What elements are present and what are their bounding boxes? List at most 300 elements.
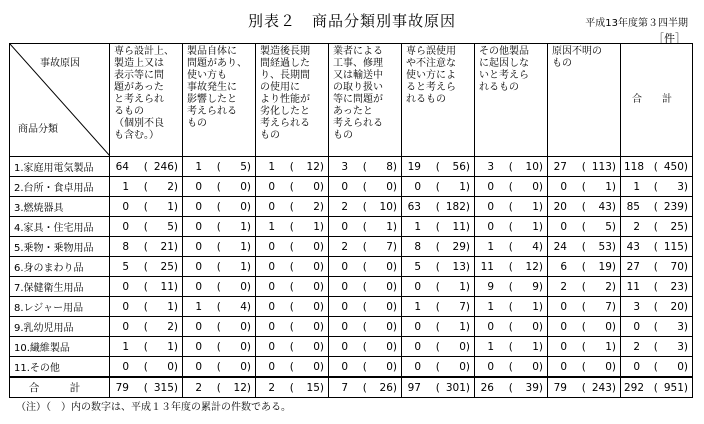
cumulative-count: 0 (313, 300, 320, 313)
cumulative-count: 115 (663, 240, 684, 253)
quarter-count: 0 (268, 360, 275, 373)
quarter-count: 0 (122, 220, 129, 233)
cumulative-count: 0 (386, 320, 393, 333)
quarter-count: 8 (122, 240, 129, 253)
cumulative-count: 1 (459, 180, 466, 193)
quarter-count: 0 (633, 360, 640, 373)
row-label: 4.家具・住宅用品 (10, 217, 110, 237)
quarter-count: 1 (122, 340, 129, 353)
quarter-count: 5 (122, 260, 129, 273)
cumulative-count: 9 (532, 280, 539, 293)
count-cell: 0 ( 5 ) (110, 217, 183, 237)
count-cell: 0 ( 0 ) (548, 317, 621, 337)
quarter-count: 0 (487, 320, 494, 333)
quarter-count: 11 (480, 260, 494, 273)
table-row (10, 297, 693, 317)
quarter-count: 0 (122, 280, 129, 293)
row-label: 7.保健衛生用品 (10, 277, 110, 297)
table-row (10, 277, 693, 297)
quarter-count: 0 (341, 220, 348, 233)
cumulative-count: 239 (663, 200, 684, 213)
cumulative-count: 0 (386, 180, 393, 193)
cumulative-count: 23 (670, 280, 684, 293)
cumulative-count: 0 (240, 180, 247, 193)
count-cell: 0 ( 0 ) (183, 177, 256, 197)
count-cell: 0 ( 0 ) (329, 177, 402, 197)
quarter-count: 118 (624, 160, 645, 173)
count-cell: 0 ( 1 ) (548, 337, 621, 357)
cumulative-count: 246 (153, 160, 174, 173)
quarter-count: 20 (553, 200, 567, 213)
quarter-count: 43 (626, 240, 640, 253)
count-cell: 26 ( 39 ) (475, 377, 548, 398)
cumulative-count: 43 (598, 200, 612, 213)
quarter-count: 0 (487, 200, 494, 213)
total-row-label: 合 計 (10, 377, 110, 398)
count-cell: 0 ( 1 ) (402, 177, 475, 197)
quarter-count: 79 (115, 381, 129, 394)
cumulative-count: 450 (663, 160, 684, 173)
quarter-count: 1 (414, 300, 421, 313)
quarter-count: 1 (633, 180, 640, 193)
quarter-count: 6 (560, 260, 567, 273)
column-header-design-defect: 専ら設計上、 製造上又は 表示等に問 題があった と考えられ るもの （個別不良 も含む。） (110, 44, 183, 157)
count-cell: 43 ( 115 ) (621, 237, 693, 257)
page-title: 別表２ 商品分類別事故原因 (247, 12, 456, 30)
count-cell: 5 ( 25 ) (110, 257, 183, 277)
row-label: 8.レジャー用品 (10, 297, 110, 317)
cumulative-count: 315 (153, 381, 174, 394)
quarter-count: 0 (414, 360, 421, 373)
count-cell: 0 ( 0 ) (256, 277, 329, 297)
quarter-count: 0 (414, 320, 421, 333)
cumulative-count: 951 (663, 381, 684, 394)
count-cell: 0 ( 0 ) (183, 357, 256, 378)
table-body (10, 157, 693, 398)
count-cell: 24 ( 53 ) (548, 237, 621, 257)
cumulative-count: 0 (313, 340, 320, 353)
column-header-other: その他製品 に起因しな いと考えら れるもの (475, 44, 548, 157)
quarter-count: 1 (195, 300, 202, 313)
quarter-count: 1 (195, 160, 202, 173)
count-cell: 2 ( 10 ) (329, 197, 402, 217)
count-cell: 1 ( 1 ) (256, 217, 329, 237)
count-cell: 11 ( 12 ) (475, 257, 548, 277)
count-cell: 0 ( 2 ) (256, 197, 329, 217)
count-cell: 0 ( 1 ) (329, 217, 402, 237)
quarter-count: 0 (122, 360, 129, 373)
count-cell: 0 ( 0 ) (329, 257, 402, 277)
quarter-count: 0 (195, 200, 202, 213)
table-row (10, 257, 693, 277)
quarter-count: 0 (268, 320, 275, 333)
cumulative-count: 1 (240, 240, 247, 253)
cumulative-count: 0 (240, 360, 247, 373)
cumulative-count: 1 (532, 300, 539, 313)
quarter-count: 0 (195, 260, 202, 273)
cumulative-count: 0 (605, 320, 612, 333)
accident-cause-table (9, 43, 693, 398)
quarter-count: 27 (626, 260, 640, 273)
cumulative-count: 10 (379, 200, 393, 213)
count-cell: 1 ( 5 ) (183, 157, 256, 177)
count-cell: 8 ( 29 ) (402, 237, 475, 257)
count-cell: 0 ( 1 ) (402, 317, 475, 337)
cumulative-count: 1 (240, 260, 247, 273)
quarter-count: 24 (553, 240, 567, 253)
column-header-unknown: 原因不明の もの (548, 44, 621, 157)
count-cell: 64 ( 246 ) (110, 157, 183, 177)
cumulative-count: 53 (598, 240, 612, 253)
count-cell: 0 ( 1 ) (475, 217, 548, 237)
count-cell: 0 ( 1 ) (402, 277, 475, 297)
quarter-count: 1 (268, 220, 275, 233)
cumulative-count: 0 (459, 360, 466, 373)
count-cell: 7 ( 26 ) (329, 377, 402, 398)
quarter-count: 0 (268, 260, 275, 273)
quarter-count: 0 (414, 340, 421, 353)
cumulative-count: 29 (452, 240, 466, 253)
cumulative-count: 15 (306, 381, 320, 394)
cumulative-count: 1 (167, 300, 174, 313)
column-header-product-and-usage: 製品自体に 問題があり、 使い方も 事故発生に 影響したと 考えられる もの (183, 44, 256, 157)
count-cell: 0 ( 1 ) (183, 217, 256, 237)
cumulative-count: 25 (160, 260, 174, 273)
count-cell: 0 ( 0 ) (256, 257, 329, 277)
quarter-count: 1 (268, 160, 275, 173)
count-cell: 0 ( 0 ) (110, 357, 183, 378)
count-cell: 8 ( 21 ) (110, 237, 183, 257)
cumulative-count: 5 (605, 220, 612, 233)
quarter-count: 0 (268, 280, 275, 293)
count-cell: 0 ( 0 ) (475, 317, 548, 337)
table-row (10, 177, 693, 197)
quarter-count: 2 (341, 200, 348, 213)
quarter-count: 0 (560, 320, 567, 333)
count-cell: 5 ( 13 ) (402, 257, 475, 277)
cumulative-count: 1 (532, 220, 539, 233)
count-cell: 292 ( 951 ) (621, 377, 693, 398)
quarter-count: 5 (414, 260, 421, 273)
quarter-count: 0 (341, 300, 348, 313)
quarter-count: 0 (195, 240, 202, 253)
cumulative-count: 1 (605, 180, 612, 193)
count-cell: 0 ( 0 ) (621, 357, 693, 378)
quarter-count: 1 (487, 300, 494, 313)
table-row (10, 237, 693, 257)
count-cell: 0 ( 0 ) (402, 357, 475, 378)
quarter-count: 292 (624, 381, 645, 394)
count-cell: 0 ( 0 ) (329, 297, 402, 317)
column-header-misuse: 専ら誤使用 や不注意な 使い方によ ると考えら れるもの (402, 44, 475, 157)
quarter-count: 2 (633, 220, 640, 233)
count-cell: 2 ( 25 ) (621, 217, 693, 237)
count-cell: 0 ( 0 ) (548, 357, 621, 378)
quarter-count: 0 (341, 280, 348, 293)
cumulative-count: 1 (605, 340, 612, 353)
count-cell: 0 ( 0 ) (256, 177, 329, 197)
count-cell: 0 ( 0 ) (329, 357, 402, 378)
cumulative-count: 0 (386, 340, 393, 353)
count-cell: 0 ( 1 ) (475, 197, 548, 217)
column-header-aging: 製造後長期 間経過した り、長期間 の使用に より性能が 劣化したと 考えられる もの (256, 44, 329, 157)
cumulative-count: 2 (167, 320, 174, 333)
cumulative-count: 12 (233, 381, 247, 394)
cumulative-count: 39 (525, 381, 539, 394)
cumulative-count: 5 (240, 160, 247, 173)
count-cell: 2 ( 2 ) (548, 277, 621, 297)
cumulative-count: 3 (677, 180, 684, 193)
quarter-count: 2 (268, 381, 275, 394)
quarter-count: 0 (195, 360, 202, 373)
table-row (10, 317, 693, 337)
count-cell: 1 ( 12 ) (256, 157, 329, 177)
cumulative-count: 0 (386, 280, 393, 293)
count-cell: 97 ( 301 ) (402, 377, 475, 398)
quarter-count: 3 (487, 160, 494, 173)
cumulative-count: 0 (605, 360, 612, 373)
quarter-count: 0 (560, 300, 567, 313)
cumulative-count: 182 (445, 200, 466, 213)
count-cell: 0 ( 0 ) (256, 237, 329, 257)
quarter-count: 0 (487, 220, 494, 233)
count-cell: 1 ( 3 ) (621, 177, 693, 197)
count-cell: 0 ( 0 ) (256, 317, 329, 337)
quarter-count: 63 (407, 200, 421, 213)
count-cell: 9 ( 9 ) (475, 277, 548, 297)
quarter-count: 8 (414, 240, 421, 253)
cumulative-count: 10 (525, 160, 539, 173)
cumulative-count: 13 (452, 260, 466, 273)
cumulative-count: 5 (167, 220, 174, 233)
count-cell: 1 ( 7 ) (402, 297, 475, 317)
cumulative-count: 4 (240, 300, 247, 313)
count-cell: 19 ( 56 ) (402, 157, 475, 177)
quarter-count: 0 (122, 200, 129, 213)
cumulative-count: 0 (313, 320, 320, 333)
quarter-count: 0 (195, 180, 202, 193)
quarter-count: 0 (268, 180, 275, 193)
count-cell: 1 ( 1 ) (475, 297, 548, 317)
cumulative-count: 1 (167, 340, 174, 353)
quarter-count: 0 (195, 220, 202, 233)
quarter-count: 0 (560, 340, 567, 353)
quarter-count: 1 (414, 220, 421, 233)
count-cell: 0 ( 2 ) (110, 317, 183, 337)
count-cell: 1 ( 1 ) (475, 337, 548, 357)
cumulative-count: 1 (459, 280, 466, 293)
quarter-count: 0 (268, 300, 275, 313)
count-cell: 20 ( 43 ) (548, 197, 621, 217)
count-cell: 1 ( 1 ) (110, 337, 183, 357)
cumulative-count: 0 (532, 360, 539, 373)
cumulative-count: 1 (167, 200, 174, 213)
unit-label: ［件］ (653, 32, 686, 45)
count-cell: 2 ( 12 ) (183, 377, 256, 398)
cumulative-count: 0 (532, 320, 539, 333)
count-cell: 27 ( 70 ) (621, 257, 693, 277)
count-cell: 0 ( 0 ) (256, 297, 329, 317)
count-cell: 0 ( 7 ) (548, 297, 621, 317)
quarter-count: 0 (633, 320, 640, 333)
quarter-count: 3 (341, 160, 348, 173)
count-cell: 3 ( 8 ) (329, 157, 402, 177)
count-cell: 0 ( 1 ) (110, 197, 183, 217)
cumulative-count: 0 (240, 280, 247, 293)
cumulative-count: 12 (525, 260, 539, 273)
cumulative-count: 7 (605, 300, 612, 313)
count-cell: 1 ( 2 ) (110, 177, 183, 197)
cumulative-count: 12 (306, 160, 320, 173)
cumulative-count: 1 (240, 220, 247, 233)
cumulative-count: 7 (459, 300, 466, 313)
count-cell: 2 ( 15 ) (256, 377, 329, 398)
cumulative-count: 8 (386, 160, 393, 173)
count-cell: 1 ( 11 ) (402, 217, 475, 237)
count-cell: 27 ( 113 ) (548, 157, 621, 177)
cumulative-count: 25 (670, 220, 684, 233)
cumulative-count: 19 (598, 260, 612, 273)
quarter-count: 97 (407, 381, 421, 394)
cumulative-count: 0 (677, 360, 684, 373)
count-cell: 0 ( 0 ) (256, 357, 329, 378)
quarter-count: 0 (487, 360, 494, 373)
quarter-count: 2 (560, 280, 567, 293)
corner-label-cause: 事故原因 (40, 58, 80, 69)
count-cell: 0 ( 0 ) (329, 337, 402, 357)
quarter-count: 0 (487, 180, 494, 193)
count-cell: 3 ( 20 ) (621, 297, 693, 317)
count-cell: 0 ( 1 ) (110, 297, 183, 317)
count-cell: 63 ( 182 ) (402, 197, 475, 217)
quarter-count: 0 (341, 360, 348, 373)
quarter-count: 26 (480, 381, 494, 394)
quarter-count: 9 (487, 280, 494, 293)
cumulative-count: 0 (386, 300, 393, 313)
count-cell: 3 ( 10 ) (475, 157, 548, 177)
cumulative-count: 0 (240, 200, 247, 213)
cumulative-count: 0 (313, 280, 320, 293)
count-cell: 79 ( 315 ) (110, 377, 183, 398)
cumulative-count: 70 (670, 260, 684, 273)
count-cell: 2 ( 7 ) (329, 237, 402, 257)
quarter-count: 79 (553, 381, 567, 394)
quarter-count: 0 (268, 200, 275, 213)
quarter-count: 0 (341, 180, 348, 193)
count-cell: 85 ( 239 ) (621, 197, 693, 217)
column-header-total: 合 計 (621, 44, 693, 157)
table-row (10, 337, 693, 357)
cumulative-count: 0 (313, 360, 320, 373)
cumulative-count: 1 (532, 340, 539, 353)
quarter-count: 64 (115, 160, 129, 173)
cumulative-count: 2 (605, 280, 612, 293)
quarter-count: 3 (633, 300, 640, 313)
cumulative-count: 0 (167, 360, 174, 373)
row-label: 10.繊維製品 (10, 337, 110, 357)
cumulative-count: 0 (313, 260, 320, 273)
row-label: 11.その他 (10, 357, 110, 378)
row-label: 6.身のまわり品 (10, 257, 110, 277)
count-cell: 0 ( 0 ) (475, 357, 548, 378)
cumulative-count: 301 (445, 381, 466, 394)
cumulative-count: 0 (459, 340, 466, 353)
count-cell: 0 ( 0 ) (256, 337, 329, 357)
column-header-contractor: 業者による 工事、修理 又は輸送中 の取り扱い 等に問題が あったと 考えられる もの (329, 44, 402, 157)
cumulative-count: 20 (670, 300, 684, 313)
count-cell: 0 ( 5 ) (548, 217, 621, 237)
total-row (10, 377, 693, 398)
quarter-count: 11 (626, 280, 640, 293)
count-cell: 0 ( 0 ) (329, 277, 402, 297)
quarter-count: 2 (195, 381, 202, 394)
count-cell: 0 ( 3 ) (621, 317, 693, 337)
quarter-count: 1 (122, 180, 129, 193)
cumulative-count: 0 (532, 180, 539, 193)
cumulative-count: 11 (160, 280, 174, 293)
count-cell: 1 ( 4 ) (475, 237, 548, 257)
quarter-count: 0 (268, 240, 275, 253)
count-cell: 0 ( 1 ) (183, 237, 256, 257)
quarter-count: 0 (122, 300, 129, 313)
cumulative-count: 3 (677, 320, 684, 333)
cumulative-count: 2 (167, 180, 174, 193)
cumulative-count: 0 (386, 360, 393, 373)
quarter-count: 1 (487, 340, 494, 353)
quarter-count: 2 (341, 240, 348, 253)
row-label: 2.台所・食卓用品 (10, 177, 110, 197)
count-cell: 0 ( 0 ) (183, 197, 256, 217)
quarter-count: 85 (626, 200, 640, 213)
quarter-count: 0 (341, 340, 348, 353)
cumulative-count: 1 (532, 200, 539, 213)
cumulative-count: 3 (677, 340, 684, 353)
cumulative-count: 0 (313, 240, 320, 253)
count-cell: 0 ( 1 ) (548, 177, 621, 197)
cumulative-count: 0 (240, 340, 247, 353)
corner-label-category: 商品分類 (18, 124, 58, 135)
cumulative-count: 1 (459, 320, 466, 333)
cumulative-count: 1 (386, 220, 393, 233)
quarter-count: 0 (560, 180, 567, 193)
table-row (10, 217, 693, 237)
quarter-count: 0 (122, 320, 129, 333)
row-label: 3.燃焼器具 (10, 197, 110, 217)
quarter-count: 19 (407, 160, 421, 173)
quarter-count: 0 (414, 280, 421, 293)
quarter-count: 27 (553, 160, 567, 173)
cumulative-count: 0 (313, 180, 320, 193)
quarter-count: 0 (341, 260, 348, 273)
count-cell: 6 ( 19 ) (548, 257, 621, 277)
count-cell: 0 ( 0 ) (183, 337, 256, 357)
cumulative-count: 0 (386, 260, 393, 273)
period-label: 平成13年度第３四半期 (585, 18, 688, 29)
row-label: 5.乗物・乗物用品 (10, 237, 110, 257)
count-cell: 0 ( 0 ) (183, 277, 256, 297)
quarter-count: 0 (560, 220, 567, 233)
count-cell: 11 ( 23 ) (621, 277, 693, 297)
cumulative-count: 7 (386, 240, 393, 253)
quarter-count: 0 (268, 340, 275, 353)
quarter-count: 1 (487, 240, 494, 253)
count-cell: 79 ( 243 ) (548, 377, 621, 398)
quarter-count: 2 (633, 340, 640, 353)
cumulative-count: 21 (160, 240, 174, 253)
cumulative-count: 11 (452, 220, 466, 233)
quarter-count: 7 (341, 381, 348, 394)
table-row (10, 157, 693, 177)
